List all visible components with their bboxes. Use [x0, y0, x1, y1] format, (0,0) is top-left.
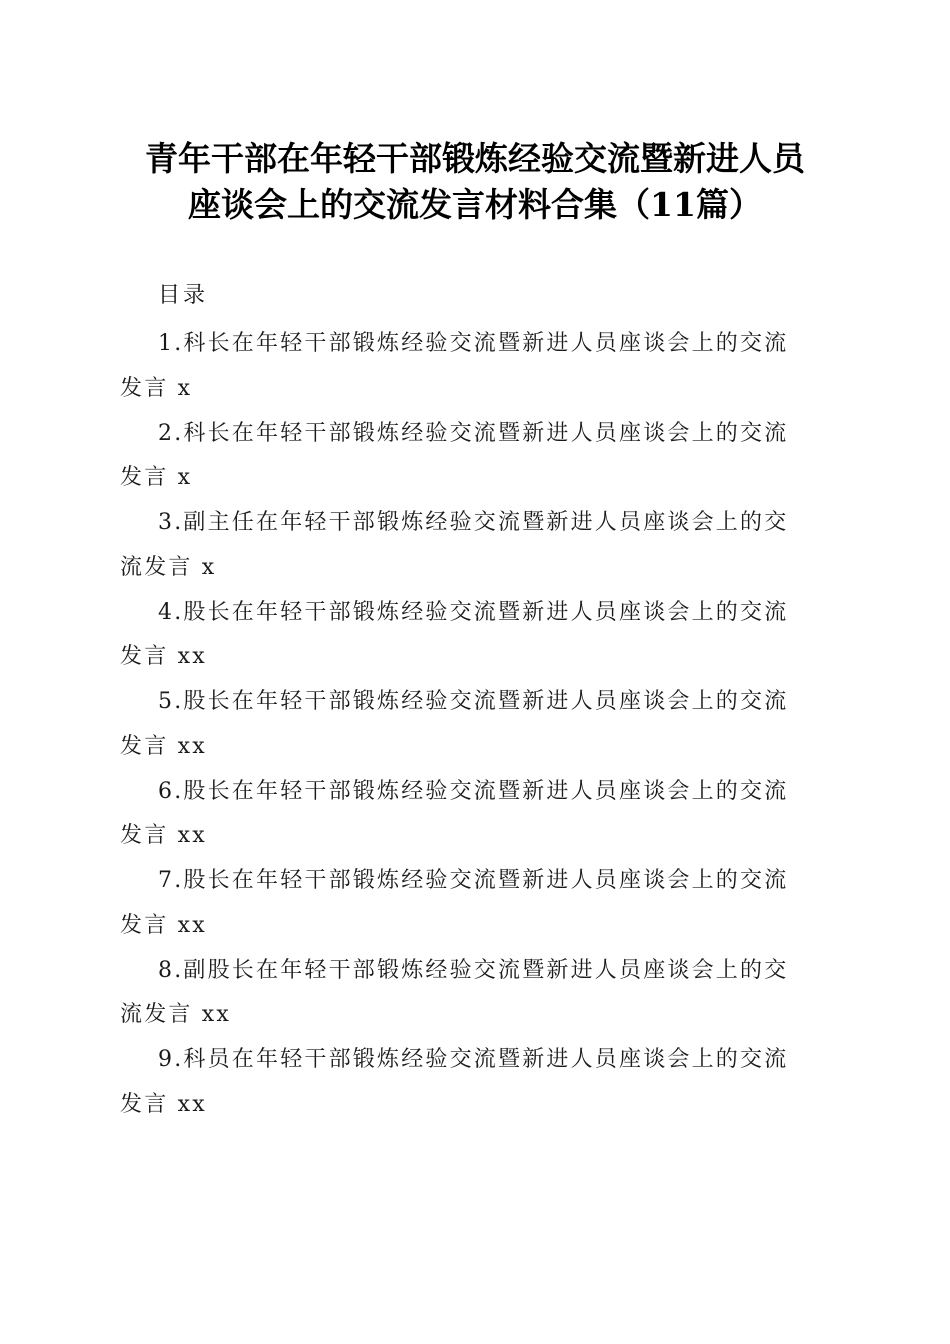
toc-item-line-1: 5.股长在年轻干部锻炼经验交流暨新进人员座谈会上的交流	[158, 689, 789, 714]
toc-item-line-2: 发言 xx	[120, 912, 207, 938]
toc-item-line-1: 9.科员在年轻干部锻炼经验交流暨新进人员座谈会上的交流	[158, 1047, 789, 1072]
toc-item	[120, 591, 830, 681]
toc-item-line-2: 发言 x	[120, 375, 193, 401]
toc-item-line-2: 发言 xx	[120, 1091, 207, 1117]
toc-item-line-1: 7.股长在年轻干部锻炼经验交流暨新进人员座谈会上的交流	[158, 868, 789, 893]
toc-item-line-2: 发言 xx	[120, 823, 207, 849]
toc-item-line-2: 发言 xx	[120, 644, 207, 670]
toc-item-line-2: 流发言 xx	[120, 1002, 232, 1028]
toc-item-line-2: 发言 xx	[120, 733, 207, 759]
toc-item	[120, 680, 830, 770]
document-title-line-1: 青年干部在年轻干部锻炼经验交流暨新进人员	[145, 139, 805, 178]
toc-item-line-2: 发言 x	[120, 465, 193, 491]
toc-heading: 目录	[158, 283, 209, 308]
toc-item	[120, 770, 830, 860]
toc-item-line-1: 2.科长在年轻干部锻炼经验交流暨新进人员座谈会上的交流	[158, 420, 789, 446]
toc-item-line-1: 4.股长在年轻干部锻炼经验交流暨新进人员座谈会上的交流	[158, 599, 789, 625]
toc-item-line-2: 流发言 x	[120, 554, 217, 580]
toc-item-line-1: 3.副主任在年轻干部锻炼经验交流暨新进人员座谈会上的交	[158, 510, 789, 535]
document-title-line-2: 座谈会上的交流发言材料合集（11篇）	[188, 185, 762, 224]
toc-item	[120, 1038, 830, 1128]
toc-item	[120, 322, 830, 412]
toc-item	[120, 412, 830, 502]
toc-item-line-1: 1.科长在年轻干部锻炼经验交流暨新进人员座谈会上的交流	[158, 331, 789, 356]
toc-item	[120, 501, 830, 591]
toc-item	[120, 859, 830, 949]
toc-item-line-1: 8.副股长在年轻干部锻炼经验交流暨新进人员座谈会上的交	[158, 957, 789, 983]
toc-item	[120, 949, 830, 1039]
toc-item-line-1: 6.股长在年轻干部锻炼经验交流暨新进人员座谈会上的交流	[158, 778, 789, 804]
table-of-contents	[120, 322, 830, 1128]
